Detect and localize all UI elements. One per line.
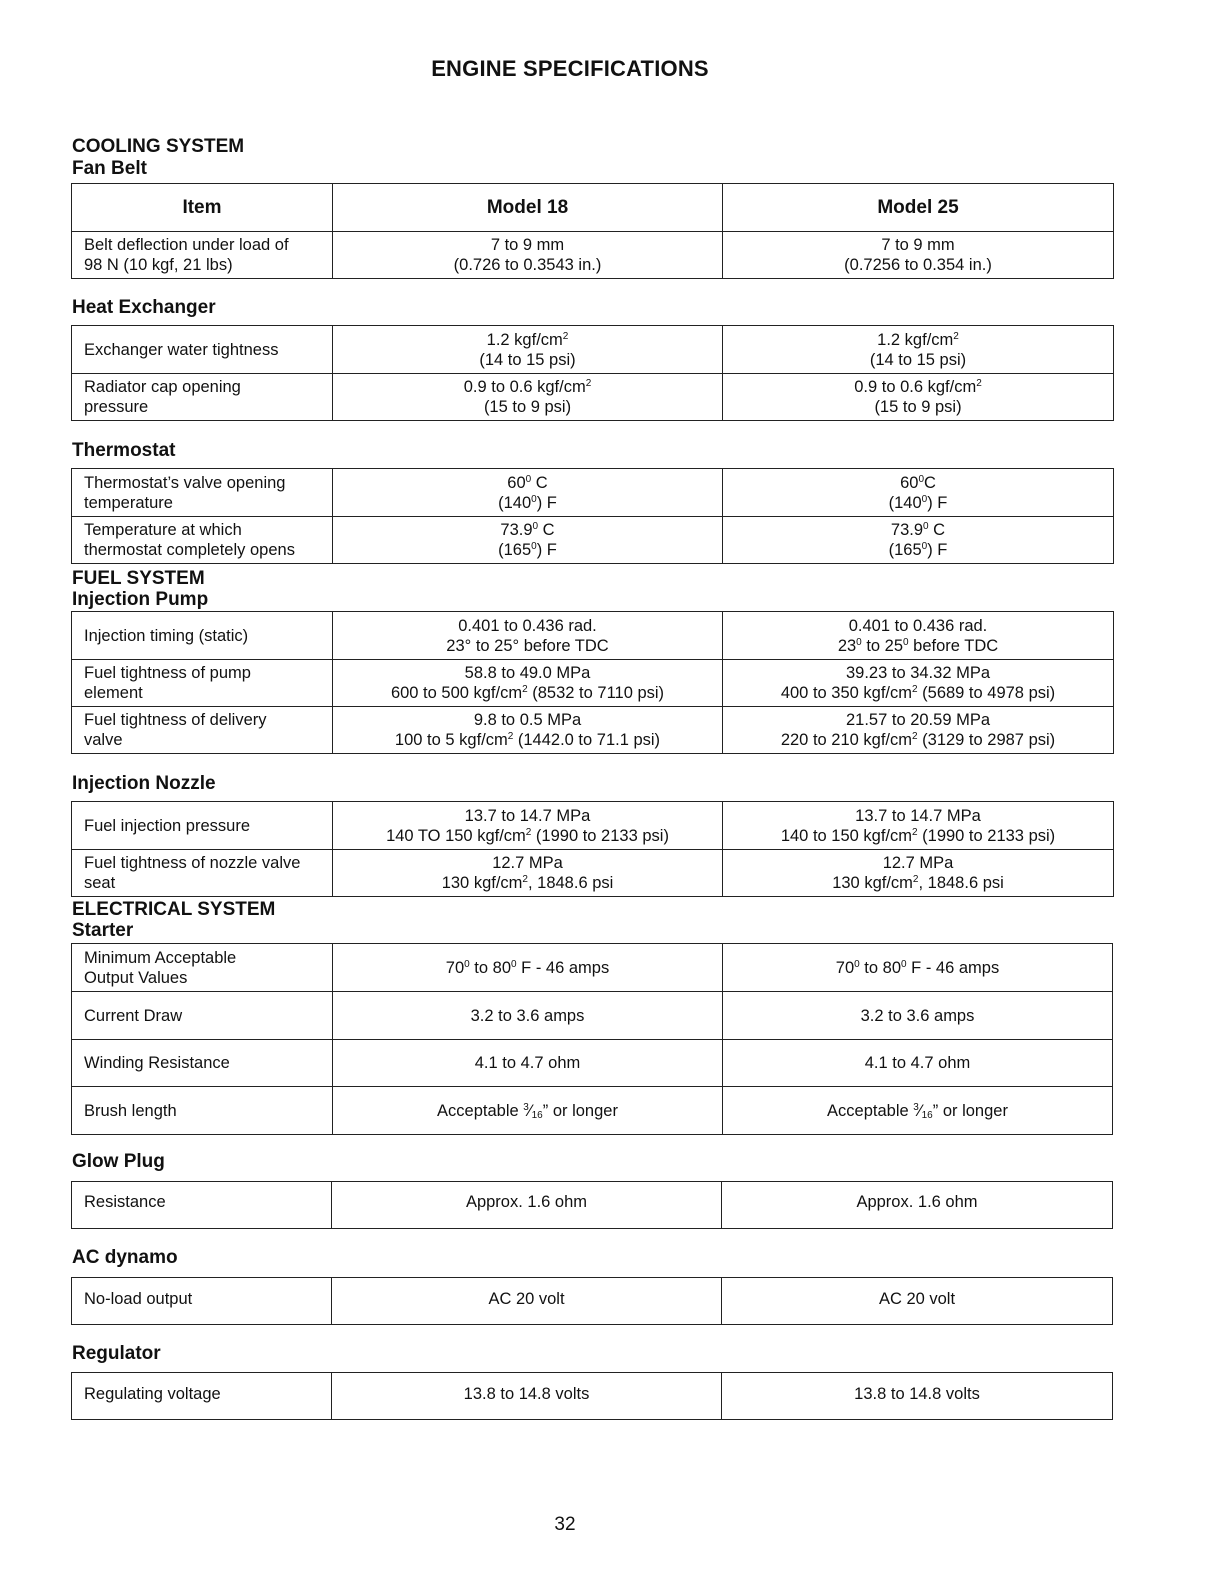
value-line: 13.7 to 14.7 MPa bbox=[464, 806, 591, 825]
value-line: 7 to 9 mm bbox=[490, 236, 565, 254]
value-line: 220 to 210 kgf/$cm^2$ (3129 to 2987 psi) bbox=[780, 731, 1056, 749]
item-line: seat bbox=[84, 874, 116, 892]
injection-pump-table bbox=[71, 611, 1114, 754]
item-cell: Regulating voltage bbox=[72, 1373, 332, 1420]
table-row bbox=[72, 1182, 1113, 1229]
table-row bbox=[72, 1040, 1113, 1087]
item-line: Minimum Acceptable bbox=[84, 949, 237, 967]
column-header-model-18: Model 18 bbox=[333, 184, 723, 232]
item-line: 98 N (10 kgf, 21 lbs) bbox=[84, 256, 233, 274]
table-row bbox=[72, 612, 1114, 660]
item-cell bbox=[72, 374, 333, 421]
value-line: $(165^0)$ F bbox=[498, 541, 557, 559]
model-18-cell bbox=[333, 612, 723, 660]
model-25-cell: Approx. 1.6 ohm bbox=[722, 1182, 1113, 1229]
model-18-cell bbox=[333, 802, 723, 850]
table-row bbox=[72, 850, 1114, 897]
model-18-cell: 4.1 to 4.7 ohm bbox=[333, 1040, 723, 1087]
model-25-cell bbox=[723, 850, 1114, 897]
item-line: temperature bbox=[84, 493, 173, 512]
value-line: $60^0C$ bbox=[900, 473, 936, 492]
item-cell: Brush length bbox=[72, 1087, 333, 1135]
section-heading-cooling: COOLING SYSTEM bbox=[72, 136, 245, 157]
glow-plug-table bbox=[71, 1181, 1113, 1229]
value-line: 140 to 150 kgf/$cm^2$ (1990 to 2133 psi) bbox=[780, 826, 1056, 845]
section-heading-electrical: ELECTRICAL SYSTEM bbox=[72, 899, 276, 920]
item-line: element bbox=[84, 684, 143, 702]
item-line: valve bbox=[84, 731, 123, 749]
value-line: 7 to 9 mm bbox=[881, 236, 955, 254]
table-row bbox=[72, 802, 1114, 850]
model-25-cell bbox=[723, 469, 1114, 517]
item-line: Fuel tightness of nozzle valve bbox=[84, 854, 301, 872]
model-25-cell: 4.1 to 4.7 ohm bbox=[723, 1040, 1113, 1087]
value-line: 400 to 350 kgf/$cm^2$ (5689 to 4978 psi) bbox=[780, 684, 1056, 702]
value-line: (14 to 15 psi) bbox=[869, 350, 967, 369]
value-line: (14 to 15 psi) bbox=[479, 350, 576, 369]
item-cell: Winding Resistance bbox=[72, 1040, 333, 1087]
value-line: 13.7 to 14.7 MPa bbox=[855, 806, 981, 825]
model-25-cell bbox=[723, 802, 1114, 850]
item-line: Fuel tightness of delivery bbox=[84, 711, 267, 729]
value-line: (0.726 to 0.3543 in.) bbox=[453, 256, 602, 274]
section-heading-fuel: FUEL SYSTEM bbox=[72, 568, 205, 589]
item-line: pressure bbox=[84, 398, 149, 416]
page-number: 32 bbox=[554, 1514, 576, 1535]
model-18-cell bbox=[333, 660, 723, 707]
value-line: 12.7 MPa bbox=[882, 854, 954, 872]
model-18-cell bbox=[333, 850, 723, 897]
value-line: 100 to 5 kgf/$cm^2$ (1442.0 to 71.1 psi) bbox=[394, 731, 661, 749]
value-line: 1.2 kgf/$cm^2$ bbox=[877, 330, 959, 349]
item-cell bbox=[72, 517, 333, 564]
item-line: Belt deflection under load of bbox=[84, 236, 289, 254]
table-header-row bbox=[72, 184, 1114, 232]
value-line: $(140^0)$ F bbox=[888, 493, 948, 512]
regulator-table bbox=[71, 1372, 1113, 1420]
fraction: $^3⁄_{16}$ bbox=[523, 1101, 543, 1121]
model-18-cell: AC 20 volt bbox=[332, 1278, 722, 1325]
heat-exchanger-table bbox=[71, 325, 1114, 421]
table-row bbox=[72, 944, 1113, 992]
model-25-cell bbox=[723, 232, 1114, 279]
table-row bbox=[72, 517, 1114, 564]
fan-belt-table bbox=[71, 183, 1114, 279]
model-25-cell bbox=[723, 612, 1114, 660]
value-line: 12.7 MPa bbox=[492, 854, 563, 872]
value-line: 130 kgf/$cm^2$, 1848.6 psi bbox=[832, 874, 1004, 892]
subsection-heading-regulator: Regulator bbox=[72, 1343, 161, 1364]
table-row bbox=[72, 326, 1114, 374]
item-line: Fuel tightness of pump bbox=[84, 664, 251, 682]
model-25-cell: $70^0$ to $80^0$ F - 46 amps bbox=[723, 944, 1113, 992]
subsection-heading-fan-belt: Fan Belt bbox=[72, 158, 147, 179]
injection-nozzle-table bbox=[71, 801, 1114, 897]
table-row bbox=[72, 992, 1113, 1040]
subsection-heading-heat-exchanger: Heat Exchanger bbox=[72, 297, 216, 318]
subsection-heading-injection-pump: Injection Pump bbox=[72, 589, 209, 610]
model-18-cell: Approx. 1.6 ohm bbox=[332, 1182, 722, 1229]
subsection-heading-thermostat: Thermostat bbox=[72, 440, 176, 461]
model-18-cell: Acceptable $^3⁄_{16}$” or longer bbox=[333, 1087, 723, 1135]
table-row bbox=[72, 374, 1114, 421]
value-line: 23° to 25° before TDC bbox=[446, 636, 609, 655]
model-25-cell bbox=[723, 707, 1114, 754]
value-line: 21.57 to 20.59 MPa bbox=[845, 711, 991, 729]
value-line: 73.9$^0$ C bbox=[890, 521, 946, 539]
table-row bbox=[72, 660, 1114, 707]
model-25-cell: Acceptable $^3⁄_{16}$” or longer bbox=[723, 1087, 1113, 1135]
value-line: 600 to 500 kgf/$cm^2$ (8532 to 7110 psi) bbox=[390, 684, 665, 702]
item-line: Output Values bbox=[84, 969, 188, 987]
subsection-heading-injection-nozzle: Injection Nozzle bbox=[72, 773, 216, 794]
item-cell bbox=[72, 469, 333, 517]
model-18-cell bbox=[333, 326, 723, 374]
value-line: (0.7256 to 0.354 in.) bbox=[844, 256, 992, 274]
item-line: Temperature at which bbox=[84, 521, 242, 539]
subsection-heading-ac-dynamo: AC dynamo bbox=[72, 1247, 178, 1268]
item-line: Thermostat’s valve opening bbox=[84, 473, 286, 492]
item-cell bbox=[72, 944, 333, 992]
value-line: 9.8 to 0.5 MPa bbox=[473, 711, 582, 729]
item-cell: Resistance bbox=[72, 1182, 332, 1229]
value-line: 0.9 to 0.6 kgf/$cm^2$ bbox=[463, 378, 592, 396]
value-line: $(165^0)$ F bbox=[888, 541, 948, 559]
table-row bbox=[72, 232, 1114, 279]
value-line: 1.2 kgf/$cm^2$ bbox=[486, 330, 569, 349]
column-header-model-25: Model 25 bbox=[723, 184, 1114, 232]
thermostat-table bbox=[71, 468, 1114, 564]
subsection-heading-starter: Starter bbox=[72, 920, 134, 941]
fraction: $^3⁄_{16}$ bbox=[913, 1101, 933, 1121]
model-25-cell bbox=[723, 374, 1114, 421]
model-18-cell bbox=[333, 707, 723, 754]
table-row bbox=[72, 1087, 1113, 1135]
value-line: 73.9$^0$ C bbox=[500, 521, 555, 539]
page-title: ENGINE SPECIFICATIONS bbox=[431, 56, 709, 81]
model-25-cell: 13.8 to 14.8 volts bbox=[722, 1373, 1113, 1420]
item-cell: Injection timing (static) bbox=[72, 612, 333, 660]
model-18-cell bbox=[333, 517, 723, 564]
model-18-cell bbox=[333, 232, 723, 279]
table-row bbox=[72, 469, 1114, 517]
item-cell bbox=[72, 707, 333, 754]
item-line: thermostat completely opens bbox=[84, 541, 295, 559]
item-cell: Exchanger water tightness bbox=[72, 326, 333, 374]
item-line: Radiator cap opening bbox=[84, 378, 241, 396]
model-25-cell bbox=[723, 517, 1114, 564]
starter-table bbox=[71, 943, 1113, 1135]
table-row bbox=[72, 1278, 1113, 1325]
value-line: 39.23 to 34.32 MPa bbox=[845, 664, 991, 682]
model-18-cell: 13.8 to 14.8 volts bbox=[332, 1373, 722, 1420]
item-cell: Current Draw bbox=[72, 992, 333, 1040]
model-18-cell bbox=[333, 374, 723, 421]
model-25-cell: 3.2 to 3.6 amps bbox=[723, 992, 1113, 1040]
item-cell: Fuel injection pressure bbox=[72, 802, 333, 850]
value-line: 0.401 to 0.436 rad. bbox=[848, 616, 988, 635]
model-25-cell bbox=[723, 326, 1114, 374]
model-25-cell: AC 20 volt bbox=[722, 1278, 1113, 1325]
value-line: 58.8 to 49.0 MPa bbox=[464, 664, 591, 682]
value-line: $23^0$ to $25^0$ before TDC bbox=[837, 636, 999, 655]
model-18-cell: $70^0$ to $80^0$ F - 46 amps bbox=[333, 944, 723, 992]
subsection-heading-glow-plug: Glow Plug bbox=[72, 1151, 165, 1172]
table-row bbox=[72, 707, 1114, 754]
item-cell: No-load output bbox=[72, 1278, 332, 1325]
value-line: 130 kgf/$cm^2$, 1848.6 psi bbox=[441, 874, 614, 892]
value-line: 0.9 to 0.6 kgf/$cm^2$ bbox=[854, 378, 982, 396]
value-line: 0.401 to 0.436 rad. bbox=[458, 616, 597, 635]
item-cell bbox=[72, 660, 333, 707]
model-18-cell bbox=[333, 469, 723, 517]
value-line: 140 TO 150 kgf/$cm^2$ (1990 to 2133 psi) bbox=[386, 826, 669, 845]
item-cell bbox=[72, 850, 333, 897]
model-18-cell: 3.2 to 3.6 amps bbox=[333, 992, 723, 1040]
column-header-item: Item bbox=[72, 184, 333, 232]
table-row bbox=[72, 1373, 1113, 1420]
ac-dynamo-table bbox=[71, 1277, 1113, 1325]
value-line: (15 to 9 psi) bbox=[874, 398, 962, 416]
value-line: (15 to 9 psi) bbox=[483, 398, 572, 416]
value-line: $(140^0)$ F bbox=[498, 493, 557, 512]
value-line: $60^0$ C bbox=[507, 473, 548, 492]
item-cell bbox=[72, 232, 333, 279]
model-25-cell bbox=[723, 660, 1114, 707]
